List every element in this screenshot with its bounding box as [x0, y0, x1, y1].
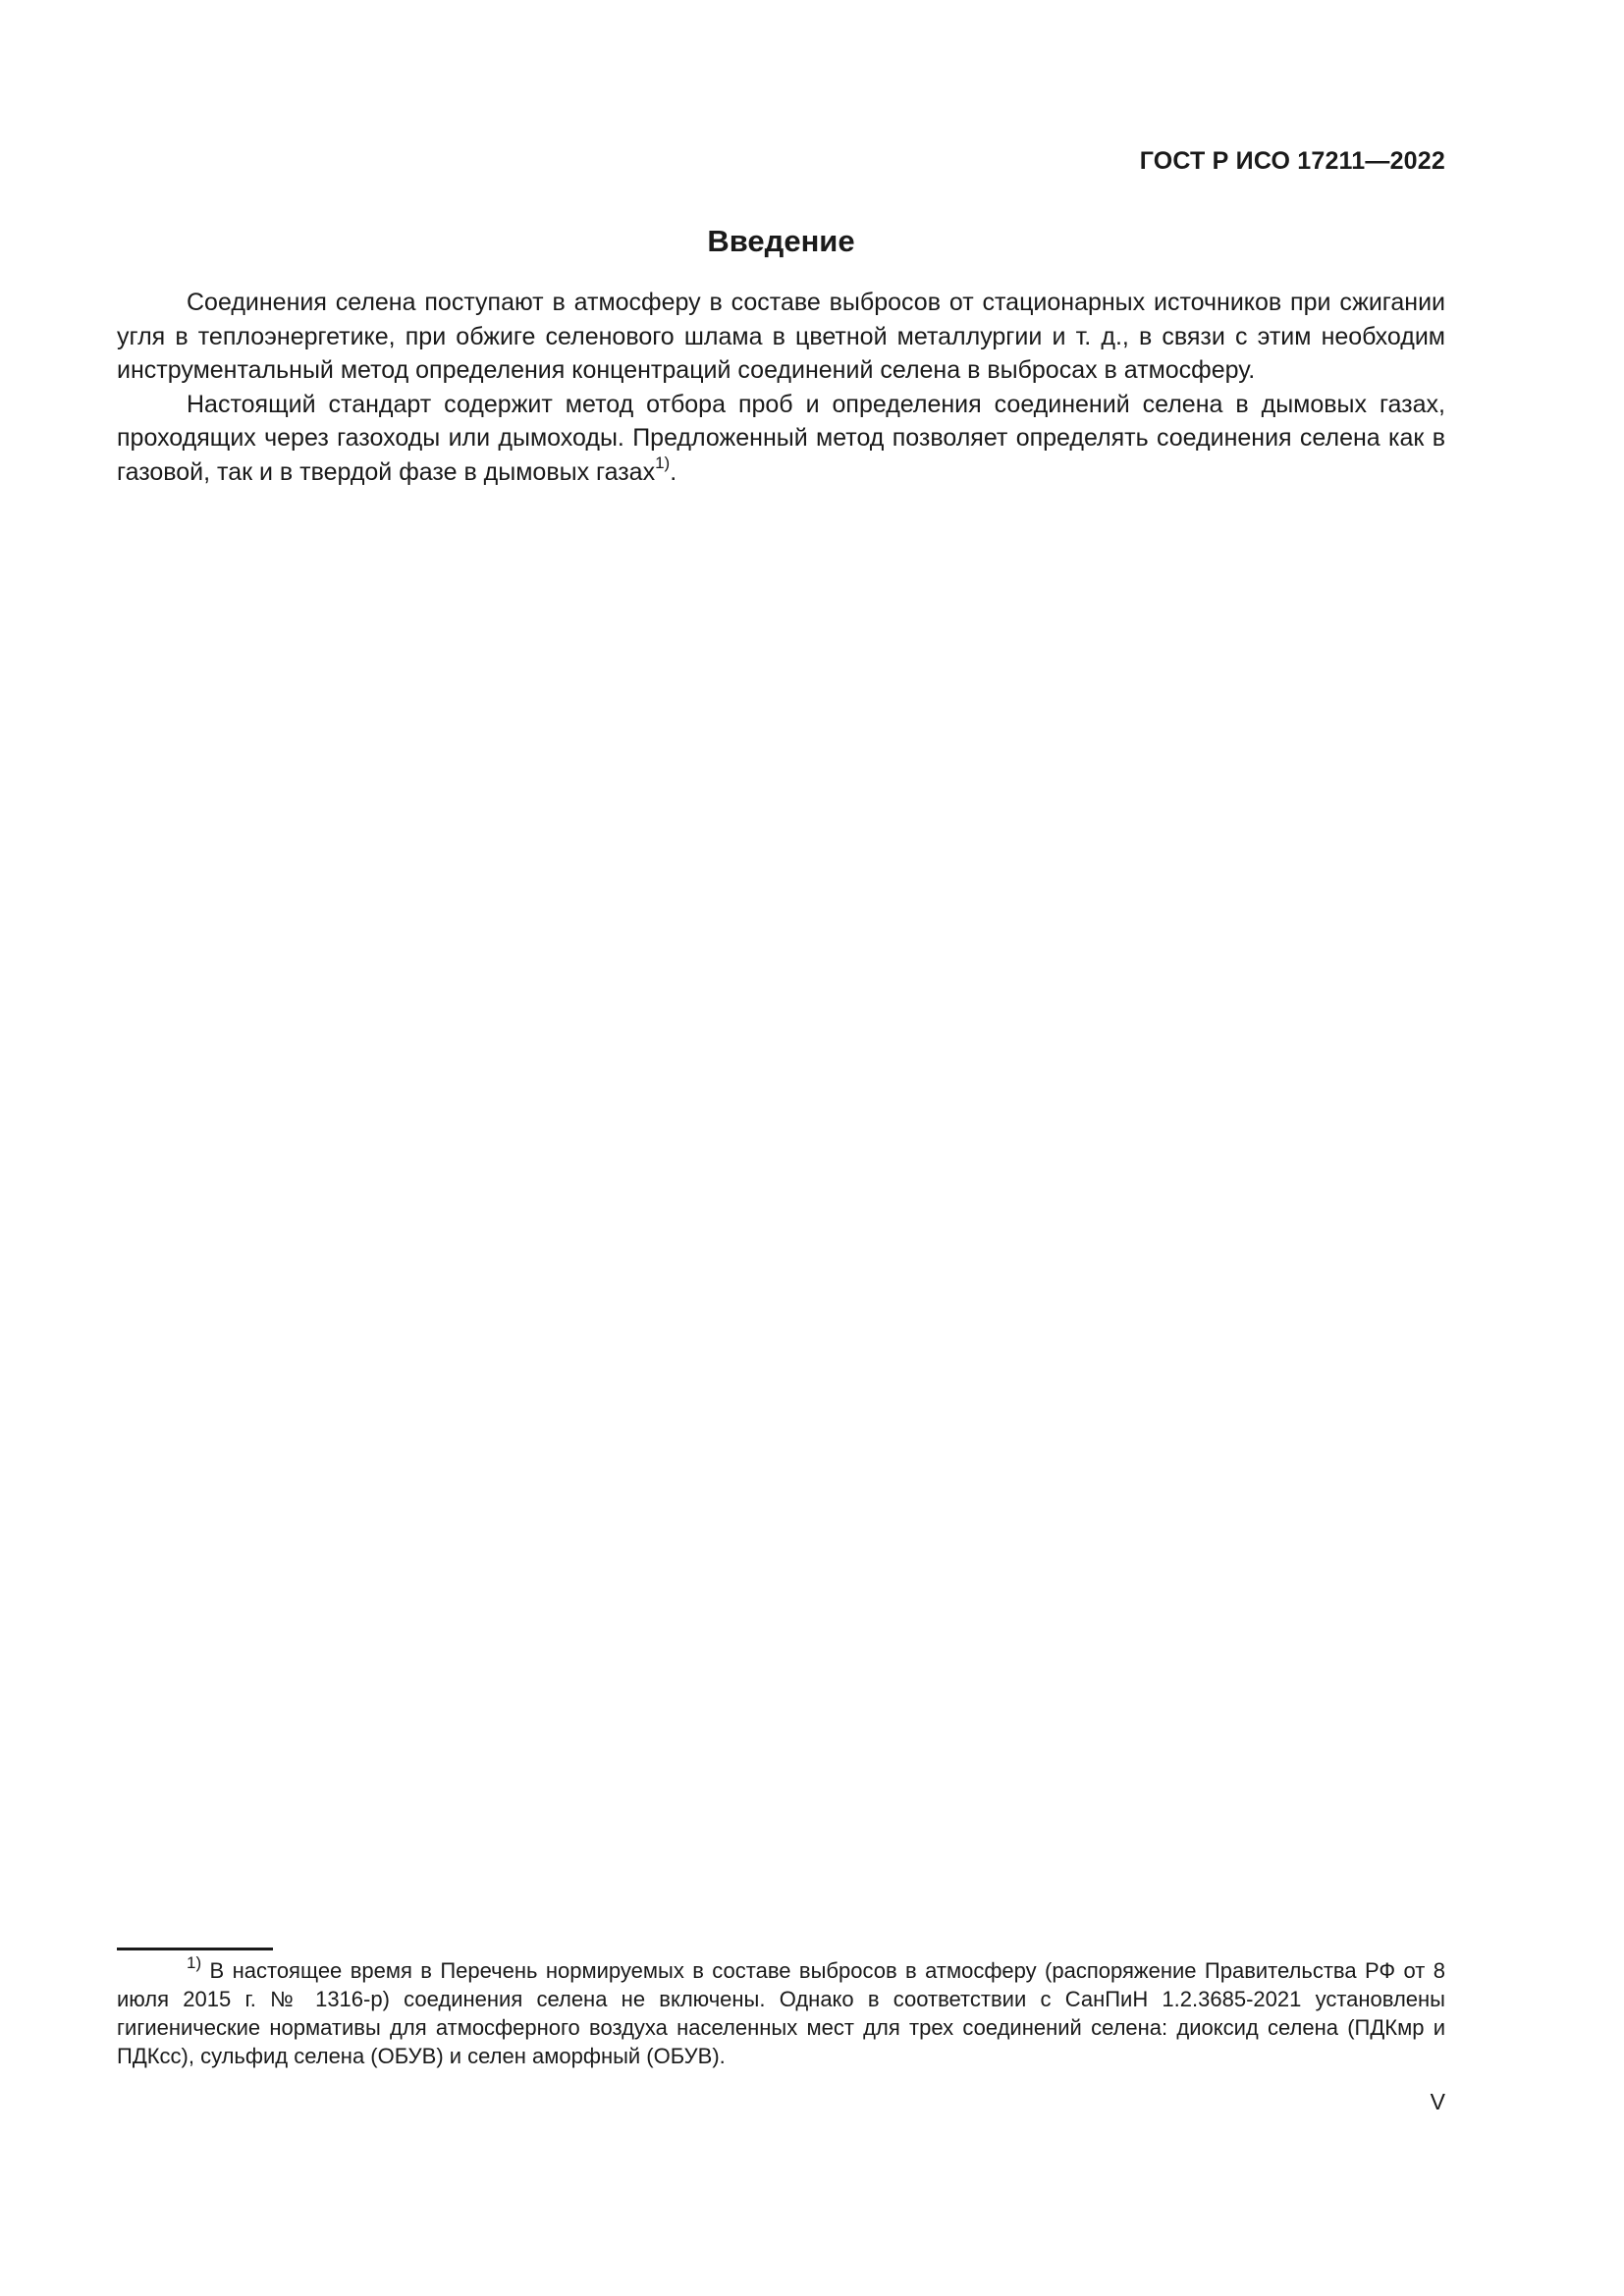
paragraph-2-text: Настоящий стандарт содержит метод отбора проб и определения соединений селена в дымовых газах, проходящих через газоходы или дымоходы. Предложенный метод позволяет определять соединения селена как в газовой, так и в твердой фазе в дымовых газах: [117, 390, 1445, 486]
section-title: Введение: [707, 224, 855, 258]
footnote: [117, 1952, 1445, 2070]
paragraph-2: [117, 388, 1445, 490]
document-code: ГОСТ Р ИСО 17211—2022: [1139, 147, 1445, 175]
footnote-divider: [117, 1948, 273, 1950]
paragraph-1: Соединения селена поступают в атмосферу в составе выбросов от стационарных источников при сжигании угля в теплоэнергетике, при обжиге селенового шлама в цветной металлургии и т. д., в связи с этим необходим инструментальный метод определения концентраций соединений селена в выбросах в атмосферу.: [117, 289, 1445, 384]
footnote-text: В настоящее время в Перечень нормируемых в составе выбросов в атмосферу (распоряжение Правительства РФ от 8 июля 2015 г. № 1316-р) соединения селена не включены. Однако в соответствии с СанПиН 1.2.3685-2021 установлены гигиенические нормативы для атмосферного воздуха населенных мест для трех соединений селена: диоксид селена (ПДКмр и ПДКсс), сульфид селена (ОБУВ) и селен аморфный (ОБУВ).: [117, 1958, 1445, 2068]
section-body: [117, 286, 1445, 489]
page-number: V: [1430, 2089, 1445, 2114]
footnote-marker: 1): [187, 1952, 202, 1972]
footnote-reference[interactable]: 1): [655, 454, 671, 473]
paragraph-2-end: .: [670, 457, 677, 486]
